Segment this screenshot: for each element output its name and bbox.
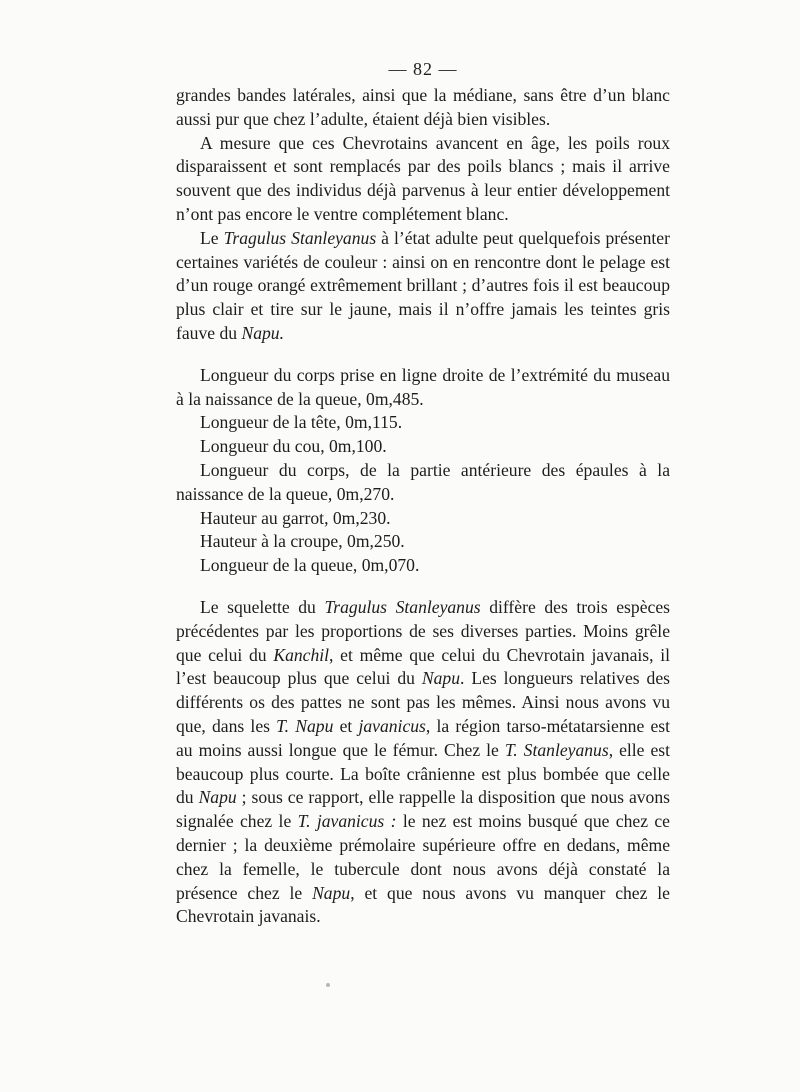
measure-line: Longueur de la tête, 0m,115. [200,412,403,433]
text-run: et [333,715,359,736]
italic-text: T. Stanleyanus [504,739,609,760]
measure-line: Longueur du cou, 0m,100. [200,436,387,457]
measure-line: Hauteur au garrot, 0m,230. [200,507,391,528]
italic-text: Tragulus Stanleyanus [223,227,377,248]
measurements-block [176,364,670,578]
paragraph-2 [176,132,670,227]
text-run: , et même que celui du Chevrotain javanais, il l’est beaucoup plus que celui du [176,644,670,689]
italic-text: Napu [312,882,351,903]
page-number: — 82 — [388,59,458,79]
italic-text: T. javanicus : [297,811,397,832]
italic-text: T. Napu [276,715,334,736]
text-run: , elle est beaucoup plus courte. La boîte crânienne est plus bombée que celle du [176,739,670,808]
paragraph-4 [176,596,670,929]
paragraph-3 [176,227,670,346]
page-body [176,58,670,929]
text-run: ; sous ce rapport, elle rappelle la disposition que nous avons signalée chez le [176,787,670,832]
measure-line: Longueur de la queue, 0m,070. [200,555,420,576]
italic-text: javanicus [358,715,426,736]
text-run: à l’état adulte peut quelquefois présenter certaines variétés de couleur : ainsi on en rencontre dont le pelage est d’un rouge orangé extrêmement brillant ; d’autres fois il est beaucoup plus clair et tire sur le jaune, mais il n’offre jamais les teintes gris fauve du [176,227,670,343]
measure-line: Longueur du corps prise en ligne droite de l’extrémité du museau à la naissance de la queue, 0m,485. [176,364,670,409]
italic-text: Napu [198,787,237,808]
text-run: diffère des trois espèces précédentes par les proportions de ses diverses parties. Moins grêle que celui du [176,596,670,665]
text-run: , la région tarso-métatarsienne est au moins aussi longue que le fémur. Chez le [176,715,671,760]
text-run: A mesure que ces Chevrotains avancent en âge, les poils roux disparaissent et sont remplacés par des poils blancs ; mais il arrive souvent que des individus déjà parvenus à leur entier développement n’ont pas encore le ventre complétement blanc. [176,132,670,224]
text-run: grandes bandes latérales, ainsi que la médiane, sans être d’un blanc aussi pur que chez l’adulte, étaient déjà bien visibles. [176,85,670,129]
italic-text: Napu. [241,322,284,343]
spacer [176,578,670,596]
measure-line: Longueur du corps, de la partie antérieure des épaules à la naissance de la queue, 0m,270. [176,459,670,504]
paragraph-1 [176,84,670,132]
text-run: Le squelette du [200,596,325,617]
text-run: . Les longueurs relatives des différents os des pattes ne sont pas les mêmes. Ainsi nous avons vu que, dans les [176,668,670,736]
spacer [176,346,670,364]
italic-text: Kanchil [273,644,330,665]
text-run: le nez est moins busqué que chez ce dernier ; la deuxième prémolaire supérieure offre en dedans, même chez la femelle, le tubercule dont nous avons déjà constaté la présence chez le [176,811,670,903]
text-run: Le [200,227,224,248]
italic-text: Napu [421,668,460,689]
measure-line: Hauteur à la croupe, 0m,250. [200,531,405,552]
paper-speck [326,983,330,987]
text-run: , et que nous avons vu manquer chez le Chevrotain javanais. [176,882,670,927]
italic-text: Tragulus Stanleyanus [324,596,481,617]
